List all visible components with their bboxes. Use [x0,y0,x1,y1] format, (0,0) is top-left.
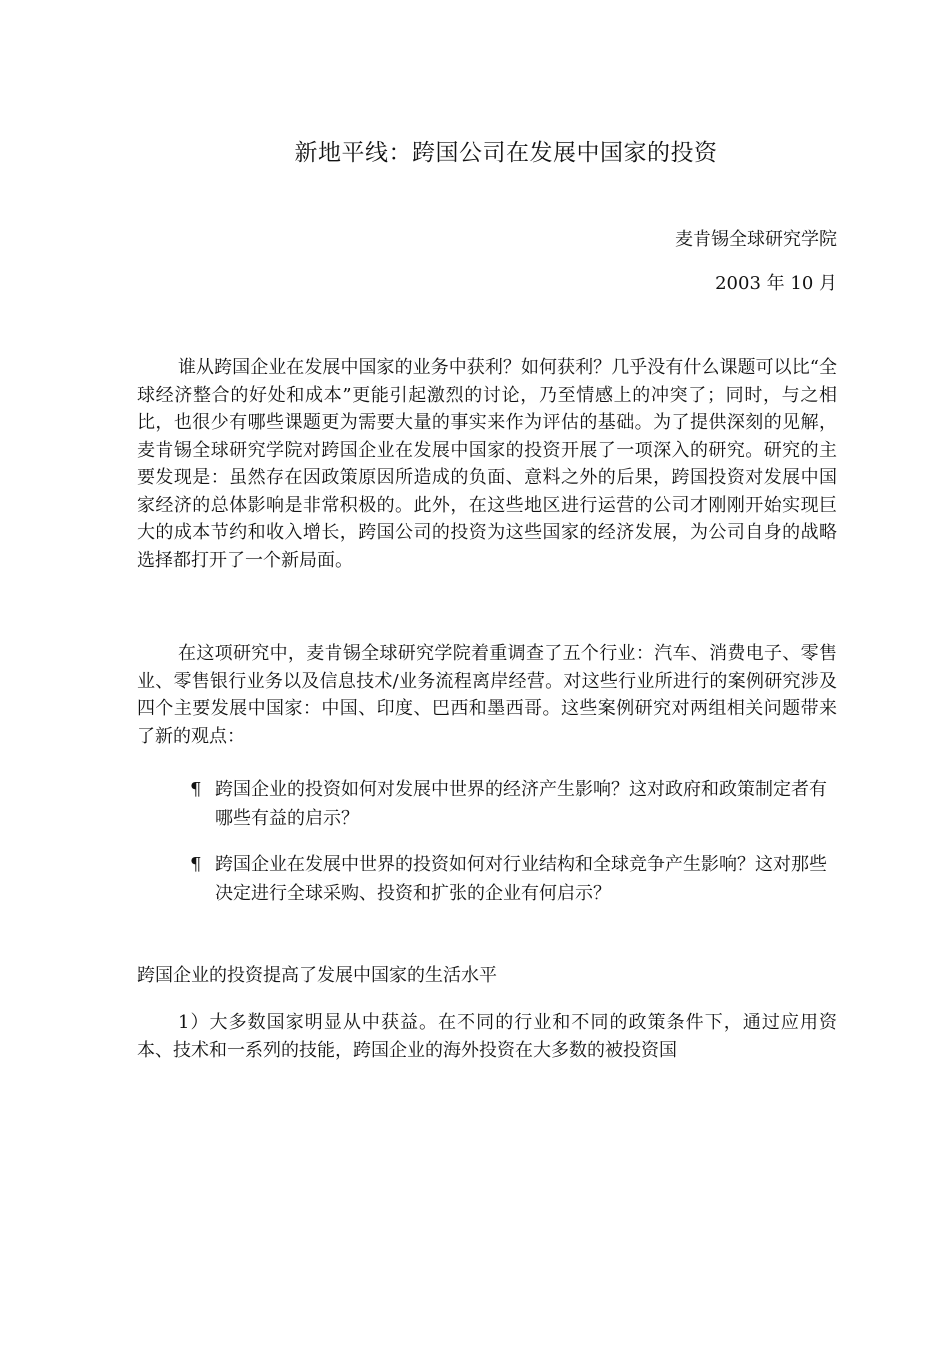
research-paragraph: 在这项研究中，麦肯锡全球研究学院着重调查了五个行业：汽车、消费电子、零售业、零售银行业务以及信息技术/业务流程离岸经营。对这些行业所进行的案例研究涉及四个主要发展中国家：中国、印度、巴西和墨西哥。这些案例研究对两组相关问题带来了新的观点： [137,643,837,747]
date-line: 2003 年 10 月 [715,273,837,294]
bullet-text: 跨国企业的投资如何对发展中世界的经济产生影响？这对政府和政策制定者有哪些有益的启示？ [215,779,827,829]
pilcrow-bullet-icon: ¶ [190,854,202,875]
bullet-item [190,775,840,833]
bullet-text: 跨国企业在发展中世界的投资如何对行业结构和全球竞争产生影响？这对那些决定进行全球采购、投资和扩张的企业有何启示？ [215,854,827,904]
author-line: 麦肯锡全球研究学院 [675,229,837,250]
section-heading: 跨国企业的投资提高了发展中国家的生活水平 [137,965,497,986]
intro-paragraph: 谁从跨国企业在发展中国家的业务中获利？如何获利？几乎没有什么课题可以比“全球经济整合的好处和成本”更能引起激烈的讨论，乃至情感上的冲突了；同时，与之相比，也很少有哪些课题更为需要大量的事实来作为评估的基础。为了提供深刻的见解，麦肯锡全球研究学院对跨国企业在发展中国家的投资开展了一项深入的研究。研究的主要发现是：虽然存在因政策原因所造成的负面、意料之外的后果，跨国投资对发展中国家经济的总体影响是非常积极的。此外，在这些地区进行运营的公司才刚刚开始实现巨大的成本节约和收入增长，跨国公司的投资为这些国家的经济发展，为公司自身的战略选择都打开了一个新局面。 [137,357,837,571]
bullet-item [190,850,840,908]
section-paragraph: 1）大多数国家明显从中获益。在不同的行业和不同的政策条件下，通过应用资本、技术和一系列的技能，跨国企业的海外投资在大多数的被投资国 [137,1012,837,1061]
document-title: 新地平线：跨国公司在发展中国家的投资 [294,140,718,166]
pilcrow-bullet-icon: ¶ [190,779,202,800]
